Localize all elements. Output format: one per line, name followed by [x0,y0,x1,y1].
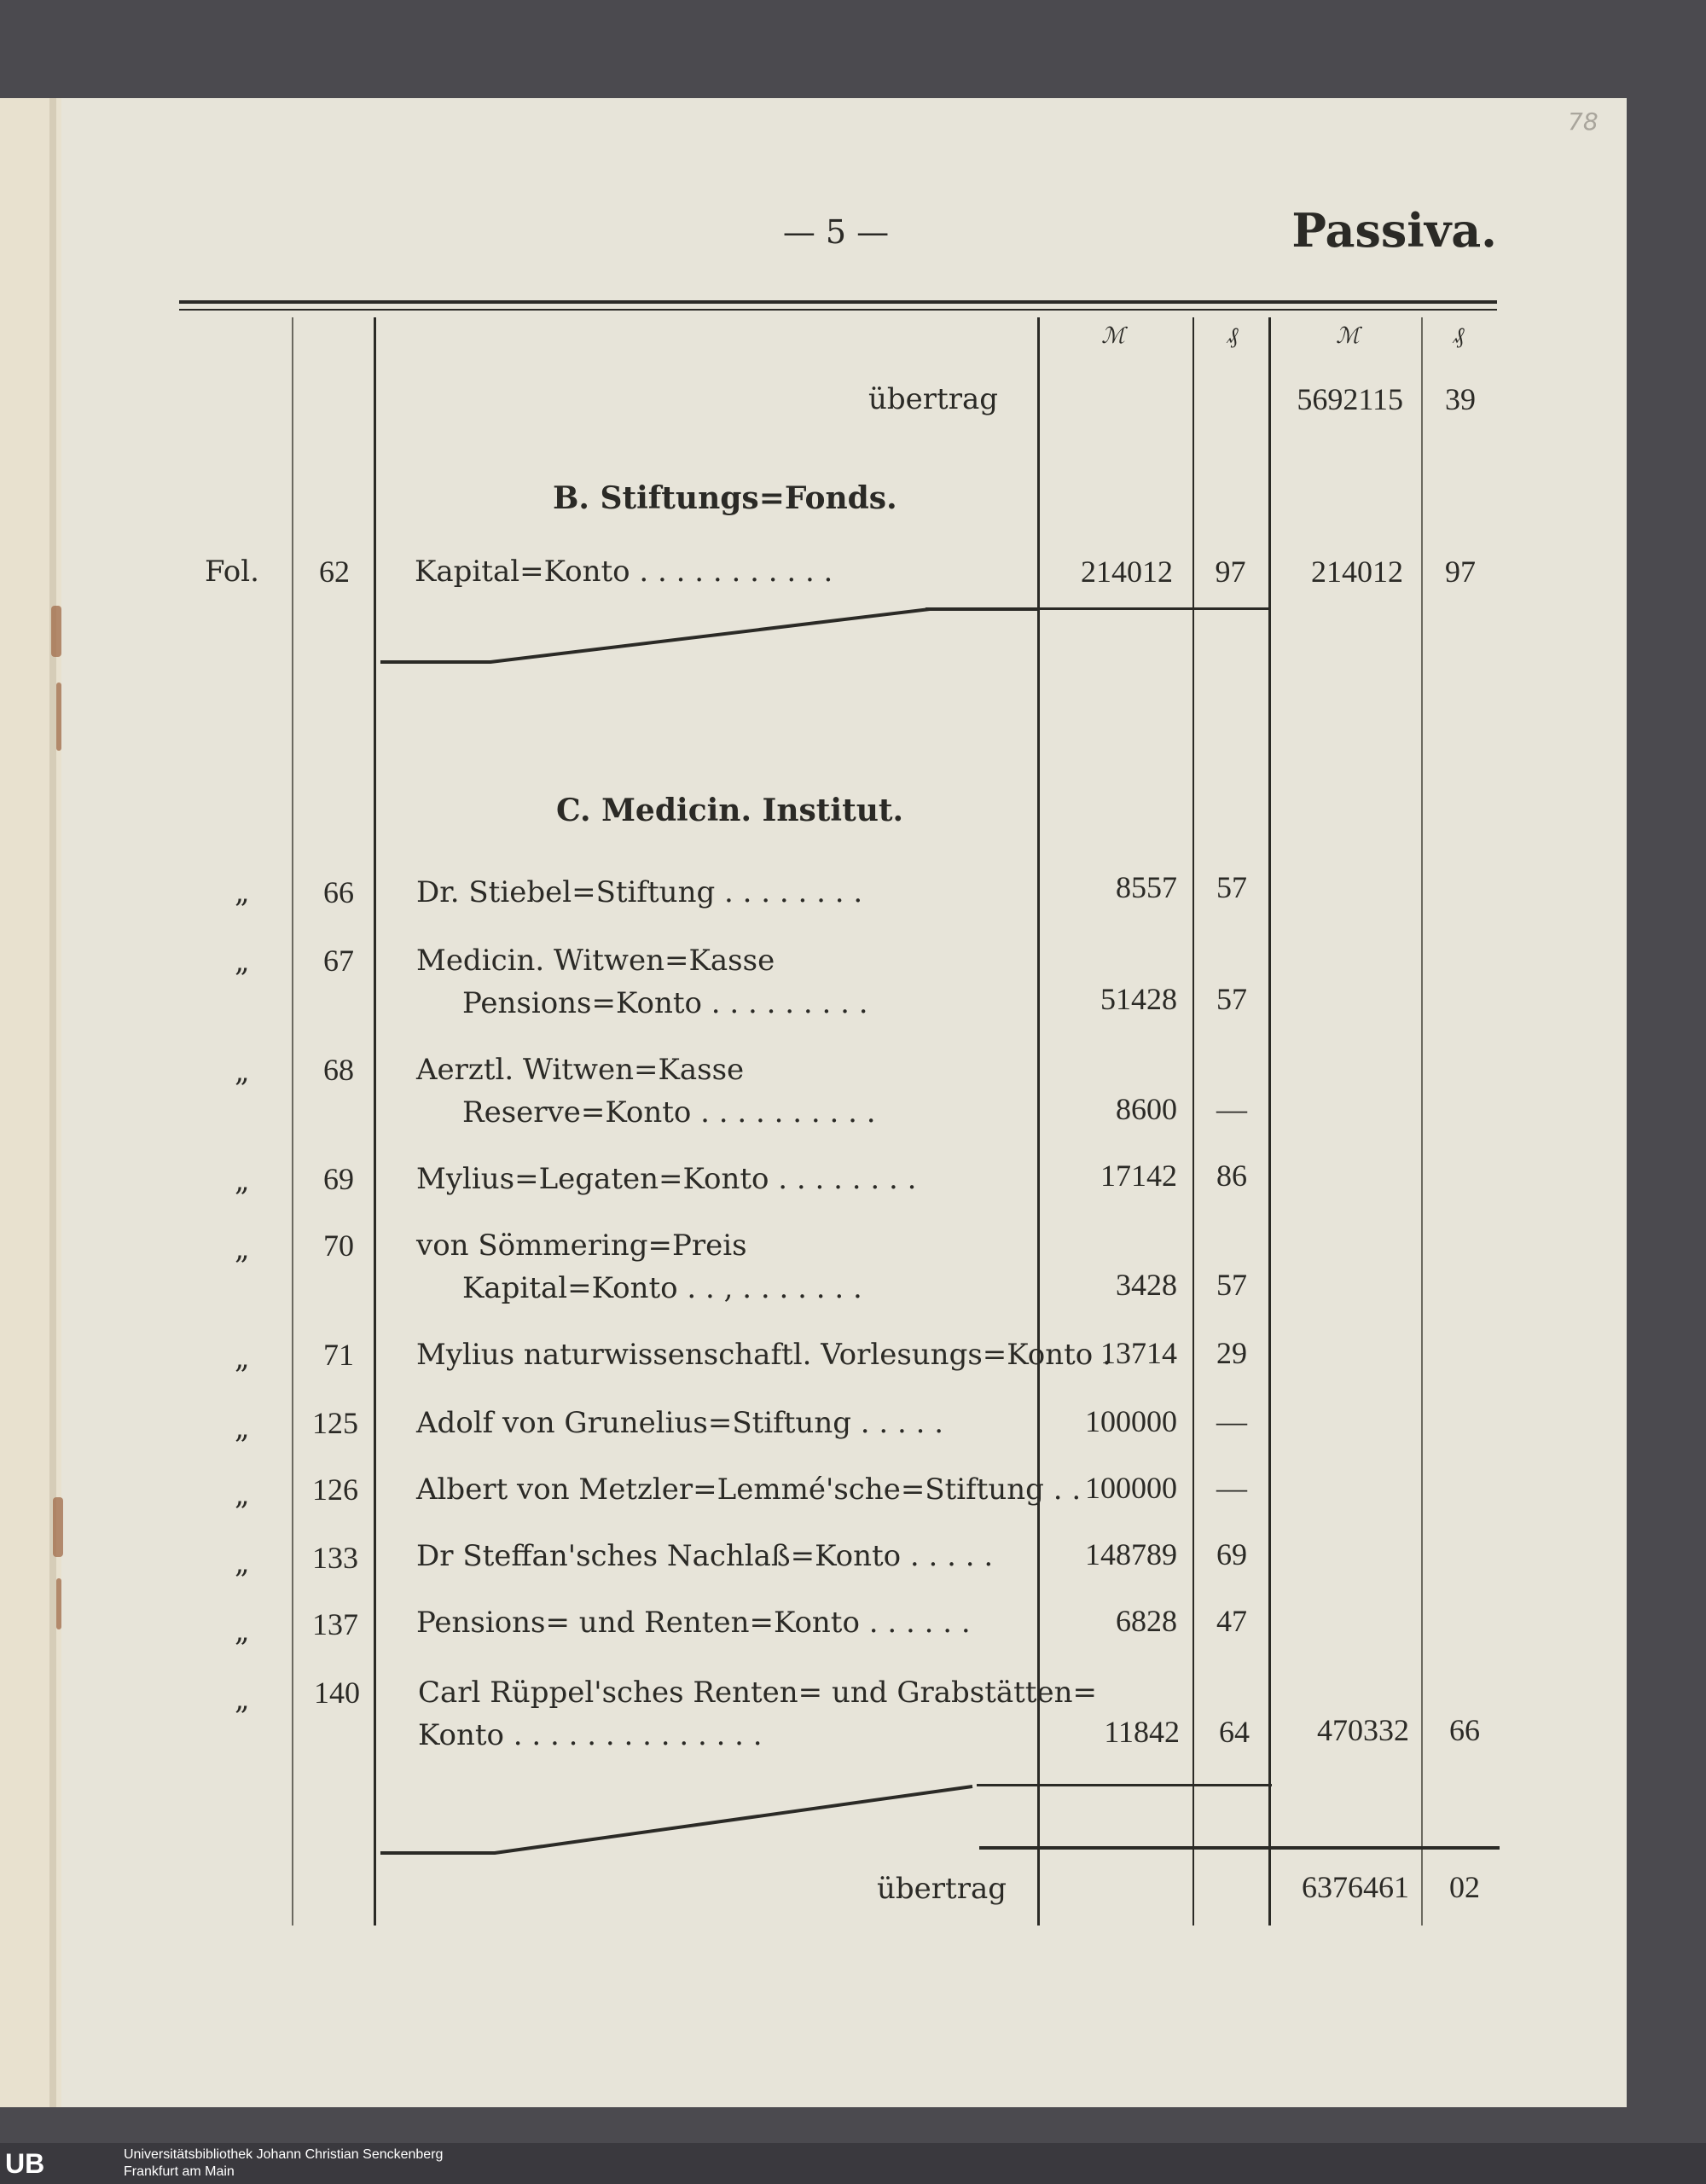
subtotal-rule [1194,607,1269,610]
amount-mark: 8600 [1116,1092,1177,1126]
amount-mark: 100000 [1085,1471,1177,1505]
amount-pf: 47 [1216,1604,1247,1638]
carry-over-total-pf: 39 [1445,382,1476,416]
amount-mark: 51428 [1100,982,1177,1016]
rust-stain [56,682,61,751]
col-header-mark: ℳ [1101,323,1125,349]
carry-over-label: übertrag [868,382,998,416]
column-rule-total-pf [1421,317,1423,1926]
amount-mark: 13714 [1100,1336,1177,1370]
account-name: Medicin. Witwen=Kasse [416,944,775,978]
rust-stain [53,1497,63,1557]
carry-over-label: übertrag [877,1872,1007,1906]
account-name: Aerztl. Witwen=Kasse [416,1053,745,1087]
account-name-continued: Kapital=Konto . . , . . . . . . . [462,1271,862,1305]
rust-stain [51,606,61,657]
ditto-mark: „ [235,1546,250,1580]
pencil-page-number: 78 [1568,107,1599,136]
column-rule-folio [292,317,293,1926]
account-name: Dr Steffan'sches Nachlaß=Konto . . . . . [416,1539,994,1573]
amount-pf: 64 [1219,1715,1250,1749]
amount-pf: 97 [1215,555,1246,589]
top-rule [179,300,1497,304]
col-header-total-mark: ℳ [1336,323,1360,349]
account-name-continued: Konto . . . . . . . . . . . . . . [418,1718,763,1752]
account-number: 140 [314,1676,360,1710]
account-name: Kapital=Konto . . . . . . . . . . . [415,555,833,589]
amount-mark: 3428 [1116,1268,1177,1302]
amount-pf: 69 [1216,1537,1247,1571]
amount-pf: — [1216,1092,1247,1126]
page-gutter [49,98,56,2107]
account-number: 126 [312,1472,358,1507]
ditto-mark: „ [235,1614,250,1648]
carry-over-total-pf: 02 [1449,1870,1480,1904]
account-number: 68 [323,1053,354,1087]
top-rule-thin [179,309,1497,311]
account-name: von Sömmering=Preis [416,1228,747,1263]
folio-label: Fol. [205,555,259,589]
amount-mark: 148789 [1085,1537,1177,1571]
column-rule-pf [1192,317,1194,1926]
section-c-heading: C. Medicin. Institut. [556,793,904,828]
account-name: Albert von Metzler=Lemmé'sche=Stiftung . . [416,1472,1082,1507]
account-number: 133 [312,1541,358,1575]
page-number: — 5 — [782,213,890,251]
total-mark: 470332 [1317,1713,1409,1747]
amount-pf: 57 [1216,1268,1247,1302]
ditto-mark: „ [235,1341,250,1375]
account-name: Carl Rüppel'sches Renten= und Grabstätten= [418,1676,1097,1710]
amount-pf: — [1216,1471,1247,1505]
amount-mark: 8557 [1116,870,1177,904]
col-header-pf: ₰ [1227,323,1239,349]
column-rule-number [374,317,376,1926]
total-pf: 97 [1445,555,1476,589]
total-rule [979,1846,1500,1850]
account-name: Mylius naturwissenschaftl. Vorlesungs=Konto . [416,1338,1111,1372]
account-name-continued: Pensions=Konto . . . . . . . . . [462,986,868,1020]
section-b-heading: B. Stiftungs=Fonds. [553,480,897,516]
account-name: Dr. Stiebel=Stiftung . . . . . . . . [416,875,863,909]
amount-pf: 57 [1216,870,1247,904]
library-location: Frankfurt am Main [124,2164,235,2179]
amount-mark: 6828 [1116,1604,1177,1638]
total-pf: 66 [1449,1713,1480,1747]
page-title: Passiva. [1291,203,1497,258]
account-name: Pensions= und Renten=Konto . . . . . . [416,1606,971,1640]
closing-flourish [375,1774,989,1860]
ditto-mark: „ [235,1478,250,1512]
ditto-mark: „ [235,944,250,979]
subtotal-rule [977,1784,1272,1786]
account-number: 67 [323,944,354,978]
account-number: 62 [319,555,350,589]
account-name-continued: Reserve=Konto . . . . . . . . . . [462,1095,876,1130]
account-number: 66 [323,875,354,909]
amount-pf: 57 [1216,982,1247,1016]
ditto-mark: „ [235,1232,250,1266]
carry-over-total-mark: 6376461 [1302,1870,1409,1904]
amount-mark: 11842 [1104,1715,1180,1749]
rust-stain [56,1578,61,1629]
account-name: Adolf von Grunelius=Stiftung . . . . . [416,1406,944,1440]
ditto-mark: „ [235,1164,250,1198]
col-header-total-pf: ₰ [1453,323,1465,349]
column-rule-total-mark [1268,317,1271,1926]
library-logo: UB [5,2148,45,2179]
amount-pf: 29 [1216,1336,1247,1370]
account-number: 125 [312,1406,358,1440]
amount-pf: 86 [1216,1159,1247,1193]
account-number: 70 [323,1228,354,1263]
library-name: Universitätsbibliothek Johann Christian Senckenberg [124,2147,444,2162]
amount-mark: 100000 [1085,1404,1177,1438]
ditto-mark: „ [235,875,250,909]
account-name: Mylius=Legaten=Konto . . . . . . . . [416,1162,917,1196]
account-number: 71 [323,1338,354,1372]
amount-mark: 214012 [1081,555,1173,589]
closing-flourish [375,597,1041,674]
carry-over-total-mark: 5692115 [1297,382,1403,416]
amount-pf: — [1216,1404,1247,1438]
ditto-mark: „ [235,1411,250,1445]
ditto-mark: „ [235,1682,250,1716]
account-number: 137 [312,1607,358,1641]
total-mark: 214012 [1311,555,1403,589]
ditto-mark: „ [235,1054,250,1089]
account-number: 69 [323,1162,354,1196]
amount-mark: 17142 [1100,1159,1177,1193]
